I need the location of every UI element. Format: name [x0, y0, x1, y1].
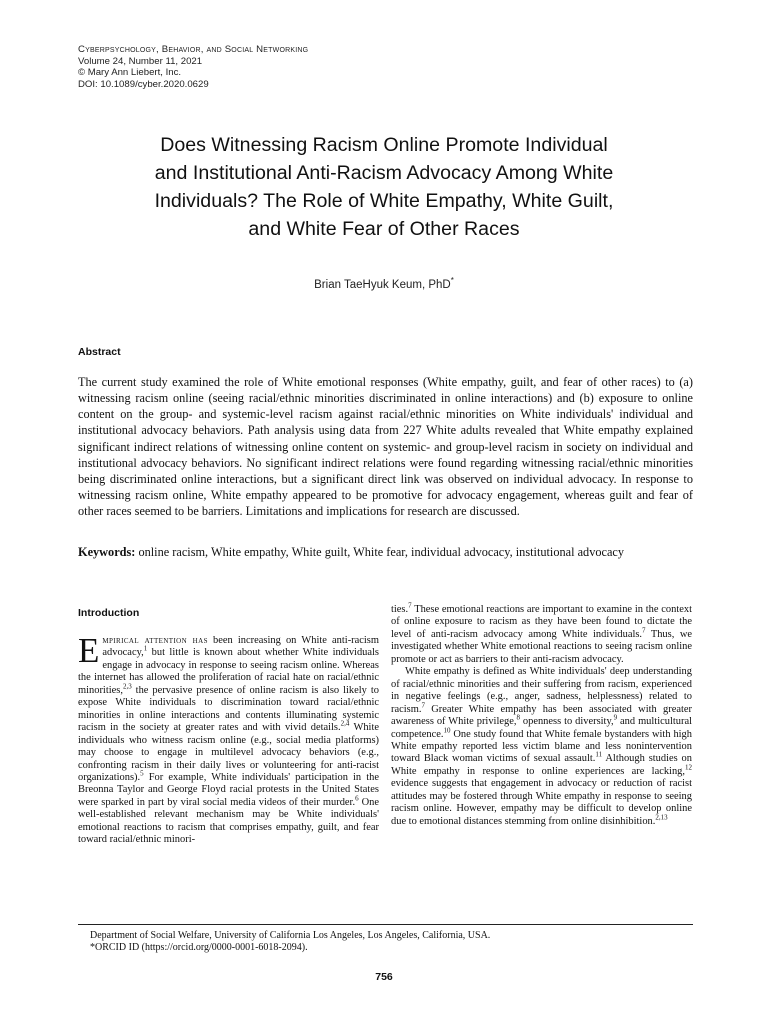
- intro-paragraph-2: [391, 666, 692, 828]
- citation-ref: 6: [355, 794, 359, 803]
- page-number: 756: [375, 971, 393, 983]
- citation-ref: 7: [642, 626, 646, 635]
- paragraph-text: evidence suggests that engagement in advocacy or reduction of racist attitudes may be fostered through White empathy in response to seeing racism online. However, empathy may be difficult to develop online due to emotional distances stemming from online disinhibition.: [391, 778, 692, 827]
- citation-ref: 1: [143, 644, 148, 653]
- footnotes: [90, 930, 490, 955]
- journal-name: Cyberpsychology, Behavior, and Social Networking: [78, 44, 309, 55]
- copyright-line: © Mary Ann Liebert, Inc.: [78, 67, 182, 79]
- article-title: [78, 131, 690, 243]
- paragraph-text: but little is known about whether White individuals engage in advocacy in response to seeing racism online. Whereas the internet has allowed the proliferation of racial hate on racial/ethnic minorities,: [78, 647, 379, 696]
- journal-volume: Volume 24, Number 11, 2021: [78, 55, 203, 67]
- paragraph-text: Greater White empathy has been associated with greater awareness of White privilege,: [391, 703, 692, 728]
- citation-ref: 5: [140, 769, 144, 778]
- author-line: [78, 276, 690, 291]
- paragraph-text: White individuals who witness racism online (e.g., social media platforms) may choose to engage in multilevel advocacy behaviors (e.g., confronting racism in their daily lives or volunteering for anti-racist organizations).: [78, 722, 379, 783]
- intro-paragraph-1: [78, 631, 379, 847]
- paragraph-text: Although studies on White empathy in response to online experiences are lacking,: [391, 753, 692, 777]
- body-column-right: [391, 601, 692, 828]
- introduction-heading: Introduction: [78, 607, 140, 619]
- paragraph-text: One well-established relevant mechanism may be White individuals' emotional reactions to racism that comprises empathy, guilt, and fear toward racial/ethnic minori-: [78, 796, 379, 846]
- citation-ref: 9: [613, 713, 618, 722]
- citation-ref: 7: [421, 701, 425, 710]
- author-footnote-mark: *: [450, 276, 454, 285]
- citation-ref: 2,13: [655, 813, 668, 822]
- paragraph-text: the pervasive presence of online racism is also likely to expose White individuals to discrimination toward racial/ethnic minorities in online interactions and contents illuminating systemic racism in the society at greater rates and with vivid details.: [78, 684, 379, 734]
- paragraph-text: and multicultural competence.: [391, 716, 692, 740]
- author-name: Brian TaeHyuk Keum, PhD: [314, 278, 451, 291]
- citation-ref: 8: [516, 713, 520, 722]
- citation-ref: 12: [685, 763, 692, 772]
- keywords-list: online racism, White empathy, White guilt, White fear, individual advocacy, institutional advocacy: [135, 545, 625, 559]
- paragraph-text: [78, 631, 379, 846]
- journal-header: [78, 44, 308, 90]
- paragraph-text: openness to diversity,: [519, 716, 614, 728]
- paragraph-text: White empathy is defined as White individuals' deep understanding of racial/ethnic minorities and their suffering from racism, experienced in negative feelings (e.g., anger, sadness, helplessness) related to racism.: [391, 666, 692, 715]
- footnote-divider: [78, 924, 693, 925]
- keywords-line: [78, 544, 693, 560]
- doi-line: DOI: 10.1089/cyber.2020.0629: [78, 78, 209, 90]
- intro-paragraph-1-continued: [391, 601, 692, 666]
- abstract-body: The current study examined the role of White emotional responses (White empathy, guilt, and fear of other races) to (a) witnessing racism online (seeing racial/ethnic minorities discriminated in online interactions) and (b) exposure to online content on the group- and systemic-level racism against racial/ethnic minorities on White individuals' individual and institutional advocacy behaviors. Path analysis using data from 227 White adults revealed that White empathy explained significant indirect relations of witnessing online content on systemic- and group-level racism in society on individual and institutional advocacy behaviors. No significant indirect relations were found regarding witnessing racial/ethnic minorities being discriminated online interactions, but a significant direct link was observed on individual advocacy. In response to witnessing racism online, White empathy appeared to be promotive for advocacy engagement, whereas guilt and fear of other races seemed to be barriers. Limitations and implications for research are discussed.: [78, 375, 693, 519]
- title-line: and White Fear of Other Races: [248, 218, 520, 240]
- paragraph-text: ties.: [391, 604, 409, 615]
- title-line: Individuals? The Role of White Empathy, White Guilt,: [154, 190, 614, 212]
- paragraph-text: One study found that White female bystanders with high White empathy reported less victim blame and less nonintervention toward Black woman victims of sexual assault.: [391, 728, 692, 765]
- paragraph-text: been increasing on White anti-racism advocacy,: [102, 635, 379, 659]
- abstract-heading: Abstract: [78, 346, 121, 358]
- drop-cap: E: [78, 631, 100, 670]
- citation-ref: 11: [595, 750, 603, 759]
- orcid-footnote: *ORCID ID (https://orcid.org/0000-0001-6018-2094).: [90, 942, 308, 954]
- paragraph-text: For example, White individuals' participation in the Breonna Taylor and George Floyd racial protests in the United States were sparked in part by viral social media videos of their murder.: [78, 771, 379, 808]
- citation-ref: 2,4: [340, 719, 350, 728]
- paragraph-text: These emotional reactions are important to examine in the context of online exposure to racism as they have been found to dictate the level of anti-racism advocacy among White individuals.: [391, 604, 692, 640]
- title-line: Does Witnessing Racism Online Promote Individual: [160, 134, 608, 156]
- citation-ref: 10: [443, 726, 451, 735]
- citation-ref: 2,3: [122, 682, 132, 691]
- body-column-left: [78, 631, 379, 847]
- keywords-label: Keywords:: [78, 545, 136, 559]
- lead-in: mpirical attention has: [102, 635, 208, 646]
- affiliation-footnote: Department of Social Welfare, University of California Los Angeles, Los Angeles, California, USA.: [90, 930, 491, 941]
- citation-ref: 7: [408, 601, 412, 610]
- paragraph-text: Thus, we investigated whether White emotional reactions to seeing racism online promote or act as barriers to their anti-racism advocacy.: [391, 628, 692, 665]
- title-line: and Institutional Anti-Racism Advocacy Among White: [154, 162, 614, 184]
